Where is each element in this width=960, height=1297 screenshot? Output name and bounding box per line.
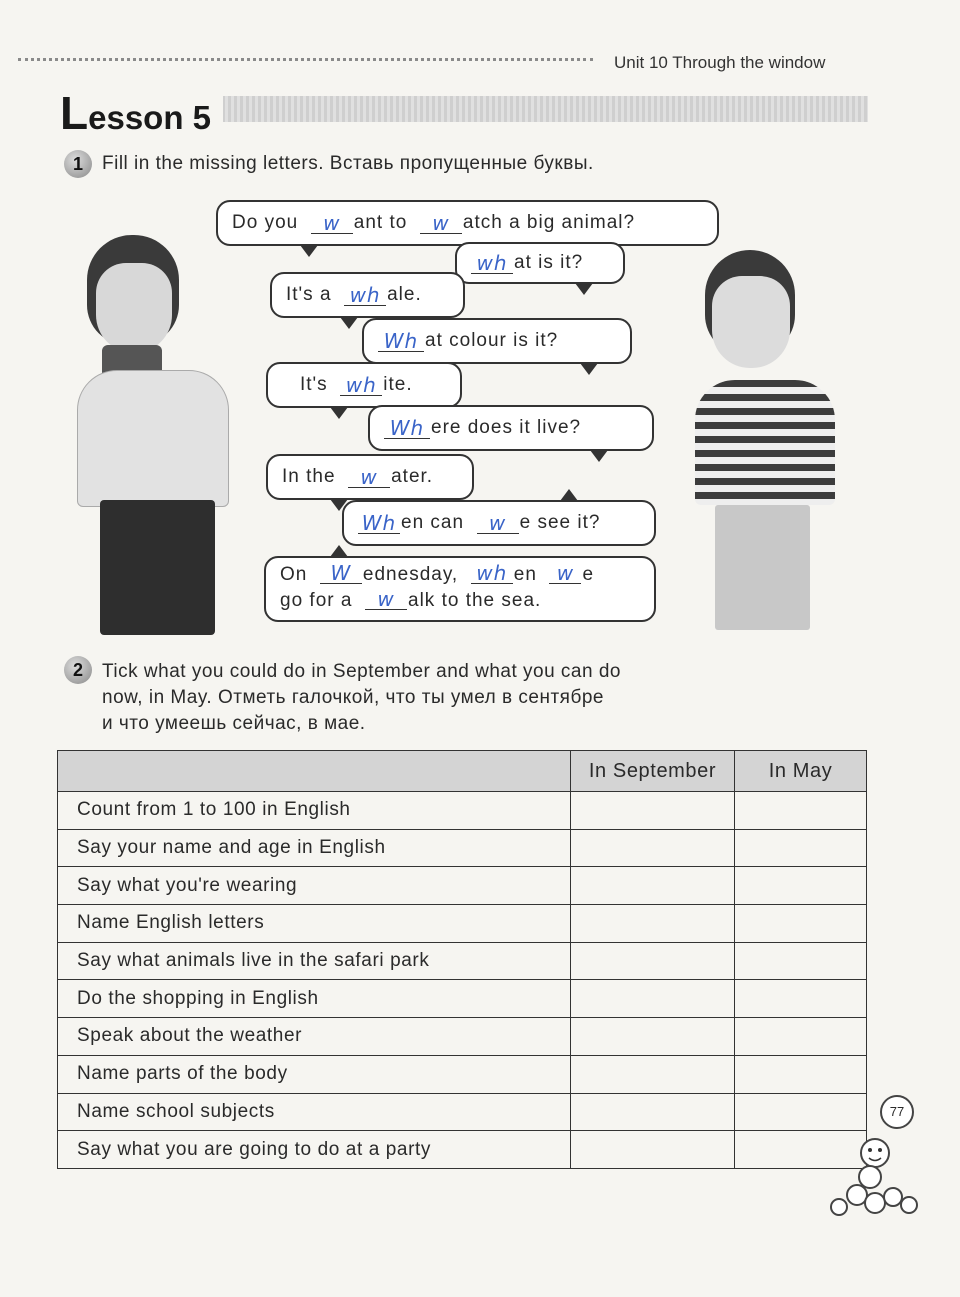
boy-left-photo bbox=[72, 235, 242, 635]
table-row bbox=[58, 1131, 867, 1169]
table-row bbox=[58, 1018, 867, 1056]
bubble-tail bbox=[580, 363, 598, 375]
answer-blank[interactable]: wh bbox=[471, 253, 513, 274]
skill-label: Name English letters bbox=[58, 905, 571, 943]
skill-label: Speak about the weather bbox=[58, 1018, 571, 1056]
lesson-title bbox=[60, 86, 223, 140]
skill-label: Say what you're wearing bbox=[58, 867, 571, 905]
answer-blank[interactable]: w bbox=[477, 513, 519, 534]
tick-cell-may[interactable] bbox=[735, 980, 867, 1018]
page-number: 77 bbox=[880, 1095, 914, 1129]
boy-right-photo bbox=[690, 250, 850, 630]
tick-cell-september[interactable] bbox=[571, 867, 735, 905]
answer-blank[interactable]: wh bbox=[340, 375, 382, 396]
exercise-2-number: 2 bbox=[64, 656, 92, 684]
bubble-text: go for a bbox=[280, 590, 353, 611]
tick-cell-september[interactable] bbox=[571, 1055, 735, 1093]
answer-blank[interactable]: w bbox=[549, 563, 581, 584]
bubble-text: en bbox=[513, 564, 537, 585]
bubble-text: In the bbox=[282, 466, 336, 487]
answer-blank[interactable]: w bbox=[348, 467, 390, 488]
instruction-line: Tick what you could do in September and what you can do bbox=[102, 661, 621, 682]
bubble-text: at colour is it? bbox=[425, 330, 559, 351]
bubble-text: e bbox=[582, 564, 595, 585]
tick-cell-may[interactable] bbox=[735, 905, 867, 943]
answer-blank[interactable]: w bbox=[311, 213, 353, 234]
exercise-2-instruction bbox=[102, 659, 621, 737]
tick-cell-september[interactable] bbox=[571, 792, 735, 830]
answer-blank[interactable]: W bbox=[320, 563, 362, 584]
skill-label: Name parts of the body bbox=[58, 1055, 571, 1093]
tick-cell-may[interactable] bbox=[735, 792, 867, 830]
bubble-text: ale. bbox=[387, 284, 422, 305]
bubble-text: atch a big animal? bbox=[462, 212, 636, 233]
tick-cell-september[interactable] bbox=[571, 1131, 735, 1169]
bubble-text: ater. bbox=[391, 466, 434, 487]
speech-bubble-2 bbox=[455, 242, 625, 284]
table-row bbox=[58, 1055, 867, 1093]
answer-blank[interactable]: wh bbox=[344, 285, 386, 306]
answer-blank[interactable]: wh bbox=[471, 563, 513, 584]
answer-blank[interactable]: Wh bbox=[378, 331, 424, 352]
instruction-line: now, in May. Отметь галочкой, что ты умел в сентябре bbox=[102, 687, 604, 708]
table-row bbox=[58, 867, 867, 905]
speech-bubble-9 bbox=[264, 556, 656, 622]
exercise-1-instruction: Fill in the missing letters. Вставь пропущенные буквы. bbox=[102, 153, 594, 174]
lesson-title-rest: esson 5 bbox=[88, 99, 212, 136]
answer-blank[interactable]: w bbox=[365, 589, 407, 610]
tick-cell-may[interactable] bbox=[735, 829, 867, 867]
tick-cell-september[interactable] bbox=[571, 980, 735, 1018]
bubble-text: Do you bbox=[232, 212, 299, 233]
tick-cell-may[interactable] bbox=[735, 1093, 867, 1131]
unit-title: Unit 10 Through the window bbox=[614, 53, 826, 72]
bubble-text: On bbox=[280, 564, 308, 585]
speech-bubble-5 bbox=[266, 362, 462, 408]
speech-bubble-7 bbox=[266, 454, 474, 500]
caterpillar-mascot-icon bbox=[825, 1135, 925, 1225]
speech-bubble-4 bbox=[362, 318, 632, 364]
table-row bbox=[58, 905, 867, 943]
tick-cell-september[interactable] bbox=[571, 1093, 735, 1131]
bubble-text: ite. bbox=[383, 374, 413, 395]
answer-blank[interactable]: Wh bbox=[384, 418, 430, 439]
bubble-text: It's a bbox=[286, 284, 332, 305]
tick-cell-september[interactable] bbox=[571, 829, 735, 867]
header-cell-empty bbox=[58, 751, 571, 792]
exercise-1-number: 1 bbox=[64, 150, 92, 178]
bubble-line bbox=[280, 588, 640, 614]
skill-label: Say your name and age in English bbox=[58, 829, 571, 867]
skill-label: Say what animals live in the safari park bbox=[58, 942, 571, 980]
bubble-tail bbox=[330, 407, 348, 419]
bubble-text: at is it? bbox=[514, 252, 584, 273]
table-row bbox=[58, 1093, 867, 1131]
skill-label: Count from 1 to 100 in English bbox=[58, 792, 571, 830]
skills-table bbox=[57, 750, 867, 1169]
tick-cell-september[interactable] bbox=[571, 1018, 735, 1056]
speech-bubble-8 bbox=[342, 500, 656, 546]
speech-bubble-6 bbox=[368, 405, 654, 451]
bubble-tail bbox=[340, 317, 358, 329]
skill-label: Name school subjects bbox=[58, 1093, 571, 1131]
answer-blank[interactable]: Wh bbox=[358, 513, 400, 534]
bubble-text: alk to the sea. bbox=[408, 590, 542, 611]
bubble-tail bbox=[575, 283, 593, 295]
tick-cell-may[interactable] bbox=[735, 1018, 867, 1056]
lesson-title-initial: L bbox=[60, 87, 89, 139]
speech-bubble-1 bbox=[216, 200, 719, 246]
table-row bbox=[58, 942, 867, 980]
header-dotted-rule bbox=[18, 58, 593, 61]
bubble-text: en can bbox=[401, 512, 465, 533]
tick-cell-may[interactable] bbox=[735, 867, 867, 905]
header-cell-september: In September bbox=[571, 751, 735, 792]
table-row bbox=[58, 980, 867, 1018]
header-cell-may: In May bbox=[735, 751, 867, 792]
bubble-text: It's bbox=[300, 374, 328, 395]
tick-cell-may[interactable] bbox=[735, 1055, 867, 1093]
skill-label: Do the shopping in English bbox=[58, 980, 571, 1018]
table-row bbox=[58, 792, 867, 830]
tick-cell-september[interactable] bbox=[571, 942, 735, 980]
bubble-text: ednesday, bbox=[362, 564, 459, 585]
bubble-text: ere does it live? bbox=[431, 417, 582, 438]
table-header-row bbox=[58, 751, 867, 792]
tick-cell-september[interactable] bbox=[571, 905, 735, 943]
skill-label: Say what you are going to do at a party bbox=[58, 1131, 571, 1169]
bubble-text: ant to bbox=[353, 212, 408, 233]
tick-cell-may[interactable] bbox=[735, 942, 867, 980]
instruction-line: и что умеешь сейчас, в мае. bbox=[102, 713, 366, 734]
speech-bubble-3 bbox=[270, 272, 465, 318]
answer-blank[interactable]: w bbox=[420, 213, 462, 234]
bubble-line bbox=[280, 562, 640, 588]
bubble-text: e see it? bbox=[519, 512, 601, 533]
bubble-tail bbox=[300, 245, 318, 257]
bubble-tail bbox=[590, 450, 608, 462]
table-row bbox=[58, 829, 867, 867]
